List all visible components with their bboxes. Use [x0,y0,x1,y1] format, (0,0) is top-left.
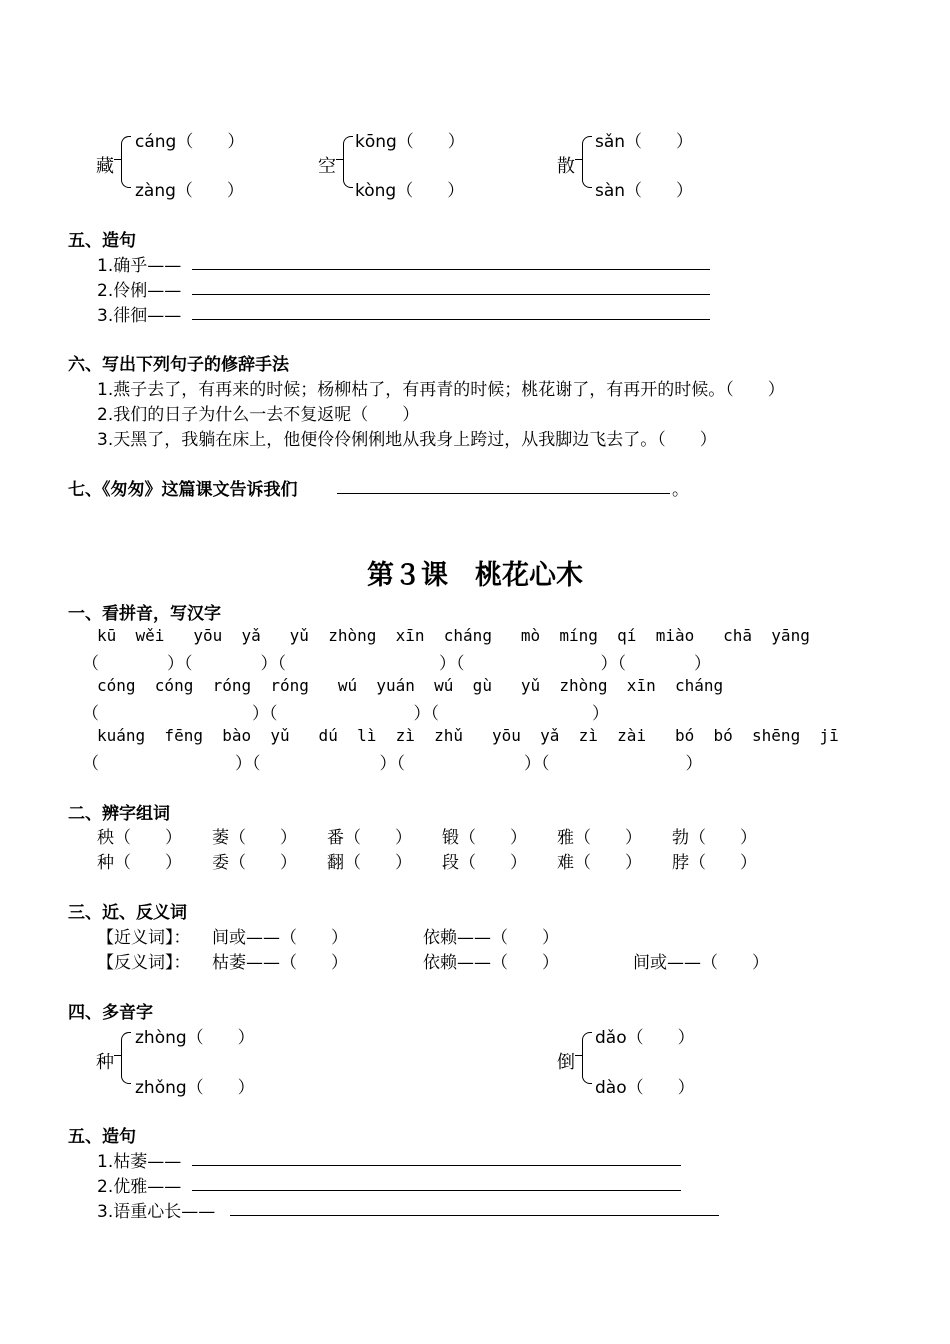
word-item: 脖（ ） [672,853,757,873]
word-item: 勃（ ） [672,828,757,848]
poly-reading: sàn（ ） [595,181,694,201]
blank-row[interactable]: （ ）（ ）（ ）（ ） [82,754,703,774]
answer-line[interactable] [192,269,710,270]
word-item: 番（ ） [327,828,412,848]
answer-line[interactable] [192,1190,681,1191]
brace-icon [121,1032,131,1084]
brace-icon [582,136,592,188]
section-heading: 四、多音字 [68,1003,153,1023]
question-item: 3.天黑了，我躺在床上，他便伶伶俐俐地从我身上跨过，从我脚边飞去了。（ ） [97,430,717,450]
antonym-item: 枯萎——（ ） [212,953,348,973]
poly-reading: zhòng（ ） [135,1028,255,1048]
synonym-label: 【近义词】： [97,928,191,948]
answer-line[interactable] [230,1215,719,1216]
sentence-item: 3.语重心长—— [97,1202,216,1222]
antonym-label: 【反义词】： [97,953,191,973]
poly-reading: zàng（ ） [135,181,244,201]
answer-line[interactable] [192,1165,681,1166]
word-item: 委（ ） [212,853,297,873]
poly-reading: zhǒng（ ） [135,1078,255,1098]
section-heading: 七、《匆匆》这篇课文告诉我们 [68,480,298,500]
brace-icon [582,1032,592,1084]
word-item: 萎（ ） [212,828,297,848]
antonym-item: 间或——（ ） [633,953,769,973]
poly-char: 倒 [557,1052,575,1073]
pinyin-row: kū wěi yōu yǎ yǔ zhòng xīn cháng mò míng qí miào chā yāng [97,626,810,645]
section-heading: 二、辨字组词 [68,804,170,824]
sentence-item: 1.枯萎—— [97,1152,182,1172]
blank-row[interactable]: （ ）（ ）（ ）（ ）（ ） [82,654,711,674]
poly-char: 种 [96,1052,114,1073]
sentence-item: 2.伶俐—— [97,281,182,301]
poly-reading: dǎo（ ） [595,1028,695,1048]
sentence-item: 2.优雅—— [97,1177,182,1197]
sentence-item: 3.徘徊—— [97,306,182,326]
question-item: 2.我们的日子为什么一去不复返呢（ ） [97,405,420,425]
poly-reading: kōng（ ） [355,132,465,152]
word-item: 难（ ） [557,853,642,873]
synonym-item: 间或——（ ） [212,928,348,948]
section-heading: 五、造句 [68,231,136,251]
word-item: 段（ ） [442,853,527,873]
sentence-item: 1.确乎—— [97,256,182,276]
section-heading: 三、近、反义词 [68,903,187,923]
section-heading: 一、看拼音，写汉字 [68,604,221,624]
pinyin-row: cóng cóng róng róng wú yuán wú gù yǔ zhòng xīn cháng [97,676,724,695]
word-item: 雅（ ） [557,828,642,848]
brace-icon [343,136,353,188]
poly-reading: cáng（ ） [135,132,245,152]
poly-char: 空 [318,156,336,177]
answer-line[interactable] [192,319,710,320]
word-item: 锻（ ） [442,828,527,848]
poly-reading: kòng（ ） [355,181,465,201]
antonym-item: 依赖——（ ） [423,953,559,973]
poly-reading: sǎn（ ） [595,132,694,152]
lesson-title: 第３课 桃花心木 [367,560,583,591]
section-heading: 六、写出下列句子的修辞手法 [68,355,289,375]
word-item: 翻（ ） [327,853,412,873]
blank-row[interactable]: （ ）（ ）（ ） [82,704,609,724]
pinyin-row: kuáng fēng bào yǔ dú lì zì zhǔ yōu yǎ zì zài bó bó shēng jī [97,726,839,745]
question-item: 1.燕子去了，有再来的时候；杨柳枯了，有再青的时候；桃花谢了，有再开的时候。（ ） [97,380,785,400]
poly-reading: dào（ ） [595,1078,695,1098]
poly-char: 散 [557,156,575,177]
synonym-item: 依赖——（ ） [423,928,559,948]
period: 。 [672,480,689,500]
poly-char: 藏 [96,156,114,177]
brace-icon [121,136,131,188]
word-item: 种（ ） [97,853,182,873]
section-heading: 五、造句 [68,1127,136,1147]
word-item: 秧（ ） [97,828,182,848]
answer-line[interactable] [337,493,670,494]
answer-line[interactable] [192,294,710,295]
